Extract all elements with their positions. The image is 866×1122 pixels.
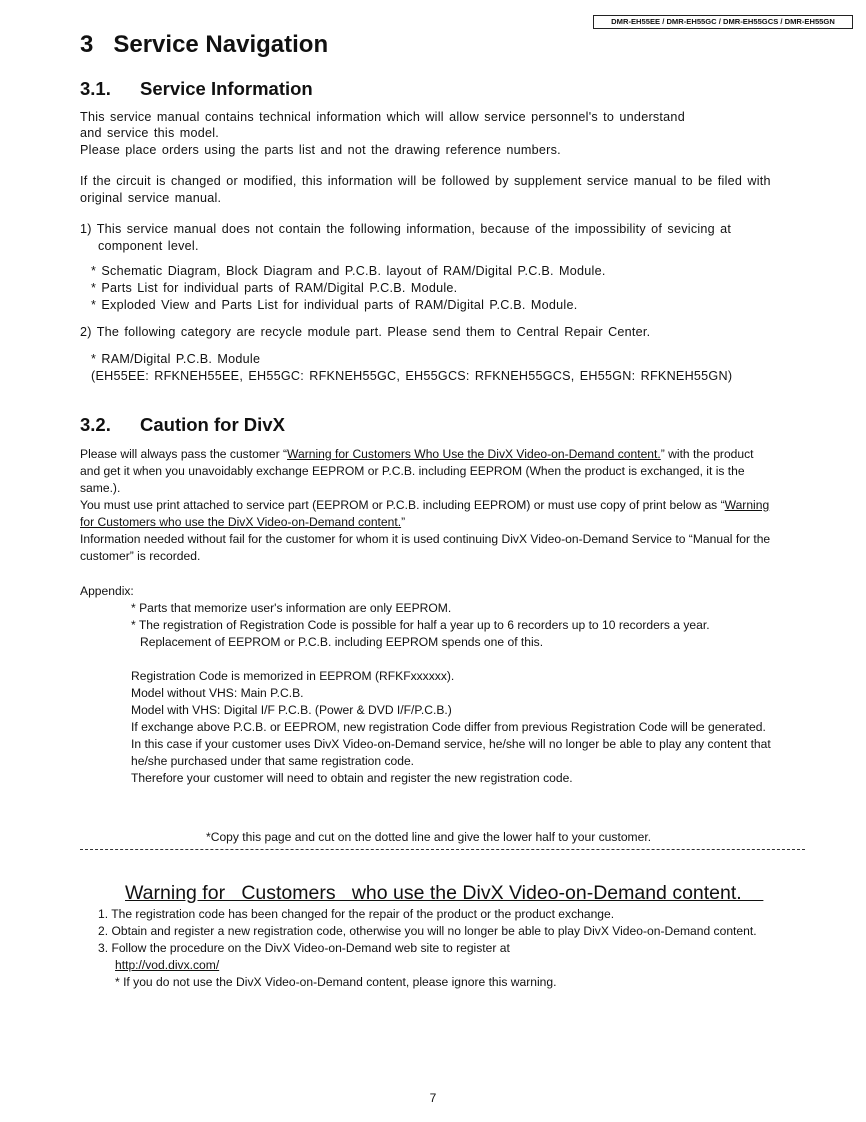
- subsection-title: Service Information: [140, 78, 313, 99]
- appendix-line: Replacement of EEPROM or P.C.B. including EEPROM spends one of this.: [140, 635, 544, 649]
- paragraph-line: This service manual contains technical information which will allow service personnel's to understand: [80, 110, 685, 124]
- appendix-line: Model with VHS: Digital I/F P.C.B. (Power & DVD I/F/P.C.B.): [131, 703, 452, 717]
- divx-vod-link[interactable]: http://vod.divx.com/: [115, 958, 220, 972]
- paragraph-line: [80, 446, 754, 463]
- text-run: ” with the product: [660, 447, 754, 461]
- paragraph-line: Information needed without fail for the customer for whom it is used continuing DivX Video-on-Demand Service to “Manual for the: [80, 532, 771, 546]
- appendix-line: If exchange above P.C.B. or EEPROM, new registration Code differ from previous Registration Code will be generated.: [131, 720, 766, 734]
- warning-title: Warning for Customers who use the DivX Video-on-Demand content.: [125, 882, 764, 904]
- page-number: 7: [429, 1091, 437, 1105]
- list-item-continuation: component level.: [98, 239, 199, 253]
- bullet-item: * Parts List for individual parts of RAM/Digital P.C.B. Module.: [91, 281, 458, 295]
- appendix-line: he/she purchased under that same registration code.: [131, 754, 415, 768]
- appendix-line: In this case if your customer uses DivX Video-on-Demand service, he/she will no longer be able to play any content that: [131, 737, 771, 751]
- model-numbers-header: DMR-EH55EE / DMR-EH55GC / DMR-EH55GCS / DMR-EH55GN: [593, 15, 853, 29]
- part-numbers: (EH55EE: RFKNEH55EE, EH55GC: RFKNEH55GC, EH55GCS: RFKNEH55GCS, EH55GN: RFKNEH55GN): [91, 369, 733, 383]
- list-item: 2) The following category are recycle module part. Please send them to Central Repair Center.: [80, 325, 651, 339]
- copy-instruction: *Copy this page and cut on the dotted line and give the lower half to your customer.: [206, 830, 652, 844]
- paragraph-line: and get it when you unavoidably exchange EEPROM or P.C.B. including EEPROM (When the product is exchanged, it is the: [80, 464, 745, 478]
- paragraph-line: original service manual.: [80, 191, 222, 205]
- text-run: Please will always pass the customer “: [80, 447, 288, 461]
- cut-line-divider: [80, 849, 805, 850]
- warning-item: 3. Follow the procedure on the DivX Video-on-Demand web site to register at: [98, 941, 510, 955]
- bullet-item: * Schematic Diagram, Block Diagram and P.C.B. layout of RAM/Digital P.C.B. Module.: [91, 264, 606, 278]
- warning-reference: Warning: [724, 498, 770, 512]
- subsection-number: 3.1.: [80, 78, 111, 99]
- section-title: 3 Service Navigation: [80, 31, 329, 58]
- appendix-label: Appendix:: [80, 584, 134, 598]
- subsection-heading-3-1: [80, 78, 313, 100]
- warning-note: * If you do not use the DivX Video-on-Demand content, please ignore this warning.: [115, 975, 557, 989]
- bullet-item: * Exploded View and Parts List for individual parts of RAM/Digital P.C.B. Module.: [91, 298, 578, 312]
- paragraph-line: and service this model.: [80, 126, 220, 140]
- warning-item: 2. Obtain and register a new registration code, otherwise you will no longer be able to play DivX Video-on-Demand content.: [98, 924, 757, 938]
- subsection-number: 3.2.: [80, 414, 111, 435]
- appendix-line: * The registration of Registration Code is possible for half a year up to 6 recorders up to 10 recorders a year.: [131, 618, 710, 632]
- appendix-line: * Parts that memorize user's information are only EEPROM.: [131, 601, 452, 615]
- warning-reference: for Customers who use the DivX Video-on-Demand content.: [80, 515, 402, 529]
- paragraph-line: [80, 514, 405, 531]
- text-run: ”: [401, 515, 406, 529]
- appendix-line: Registration Code is memorized in EEPROM (RFKFxxxxxx).: [131, 669, 455, 683]
- appendix-line: Model without VHS: Main P.C.B.: [131, 686, 304, 700]
- paragraph-line: same.).: [80, 481, 121, 495]
- paragraph-line: If the circuit is changed or modified, this information will be followed by supplement service manual to be filed with: [80, 174, 771, 188]
- paragraph-line: Please place orders using the parts list and not the drawing reference numbers.: [80, 143, 561, 157]
- list-item: 1) This service manual does not contain the following information, because of the impossibility of sevicing at: [80, 222, 732, 236]
- appendix-line: Therefore your customer will need to obtain and register the new registration code.: [131, 771, 573, 785]
- warning-item: 1. The registration code has been changed for the repair of the product or the product exchange.: [98, 907, 615, 921]
- subsection-title: Caution for DivX: [140, 414, 285, 435]
- paragraph-line: customer” is recorded.: [80, 549, 201, 563]
- subsection-heading-3-2: [80, 414, 285, 436]
- warning-reference: Warning for Customers Who Use the DivX Video-on-Demand content.: [287, 447, 661, 461]
- text-run: You must use print attached to service part (EEPROM or P.C.B. including EEPROM) or must use copy of print below as “: [80, 498, 725, 512]
- bullet-item: * RAM/Digital P.C.B. Module: [91, 352, 261, 366]
- paragraph-line: [80, 497, 769, 514]
